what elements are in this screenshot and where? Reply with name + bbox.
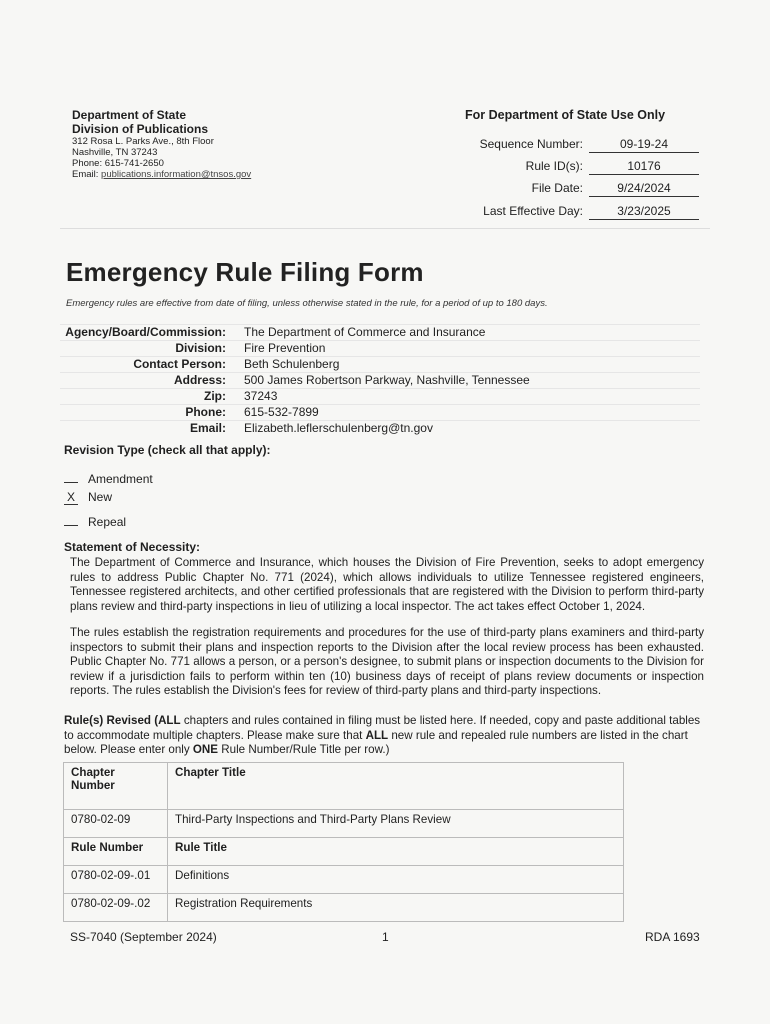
sequence-number-label: Sequence Number:: [479, 137, 583, 151]
division-row: [60, 340, 700, 356]
new-option[interactable]: [64, 490, 112, 505]
contact-label: Contact Person:: [133, 357, 226, 371]
footer-page-number: 1: [382, 930, 389, 944]
phone-line: Phone: 615-741-2650: [72, 158, 164, 169]
new-checkbox[interactable]: X: [64, 491, 78, 505]
rule-id-value: 10176: [589, 159, 699, 175]
phone-label: Phone:: [185, 405, 226, 419]
division-label: Division:: [175, 341, 226, 355]
last-effective-day-row: [440, 204, 700, 222]
rule-id-label: Rule ID(s):: [525, 159, 583, 173]
amendment-checkbox[interactable]: [64, 469, 78, 483]
address-row: [60, 372, 700, 388]
agency-value: The Department of Commerce and Insurance: [244, 325, 486, 339]
zip-row: [60, 388, 700, 404]
rule-id-row: [440, 159, 700, 177]
rule-number-cell: 0780-02-09-.01: [64, 866, 168, 894]
rules-revised-all: ALL: [365, 728, 389, 742]
revision-type-title: Revision Type (check all that apply):: [64, 443, 271, 457]
table-row: [64, 810, 624, 838]
repeal-option[interactable]: [64, 512, 126, 529]
use-only-title: For Department of State Use Only: [465, 108, 666, 122]
sequence-number-value: 09-19-24: [589, 137, 699, 153]
agency-row: [60, 324, 700, 340]
phone-value: 615-532-7899: [244, 405, 319, 419]
address-line-1: 312 Rosa L. Parks Ave., 8th Floor: [72, 136, 214, 147]
email-label: Email:: [189, 421, 226, 435]
file-date-value: 9/24/2024: [589, 181, 699, 197]
agency-label: Agency/Board/Commission:: [65, 325, 226, 339]
chapter-number-header: Chapter Number: [64, 763, 168, 810]
necessity-paragraph-2: The rules establish the registration requirements and procedures for the use of third-party plans examiners and third-party inspectors to submit their plans and inspection reports to the Division after the local review process has been exhausted. Public Chapter No. 771 allows a person, or a person's designee, to submit plans or inspection documents to the Division for review if a jurisdiction fails to perform within ten (10) business days of receipt of plans review documents or inspection reports. The rules establish the Division's fees for review of third-party plans and third-party inspections.: [70, 626, 704, 697]
contact-row: [60, 356, 700, 372]
rule-header-row: [64, 838, 624, 866]
rules-revised-instructions: [64, 714, 704, 758]
table-row: [64, 894, 624, 922]
header-divider: [60, 228, 710, 229]
chapter-header-row: [64, 763, 624, 810]
sequence-number-row: [440, 137, 700, 155]
rule-number-cell: 0780-02-09-.02: [64, 894, 168, 922]
email-link[interactable]: publications.information@tnsos.gov: [101, 169, 252, 180]
email-label: Email:: [72, 169, 102, 180]
rules-revised-text-1: chapters and rules contained in filing must be listed here. If needed, copy and paste additional tables to accommodate multiple chapters. Please make sure that: [64, 714, 701, 742]
department-name: Department of State: [72, 108, 187, 122]
email-line: [72, 169, 251, 180]
rules-revised-text-2: new rule and repealed rule numbers are listed in the chart below. Please enter only: [64, 728, 688, 756]
address-value: 500 James Robertson Parkway, Nashville, Tennessee: [244, 373, 530, 387]
file-date-label: File Date:: [531, 181, 583, 195]
contact-value: Beth Schulenberg: [244, 357, 340, 371]
agency-info: [60, 324, 700, 436]
rule-title-cell: Registration Requirements: [168, 894, 624, 922]
rules-table: [63, 762, 624, 922]
division-value: Fire Prevention: [244, 341, 326, 355]
necessity-paragraph-1: The Department of Commerce and Insurance, which houses the Division of Fire Prevention, seeks to adopt emergency rules to address Public Chapter No. 771 (2024), which allows individuals to utilize Tennessee registered engineers, Tennessee registered architects, and other certified professionals that are registered with the Division to perform third-party plans review and third-party inspections in lieu of utilizing a local inspector. The act takes effect October 1, 2024.: [70, 556, 704, 613]
amendment-option[interactable]: [64, 469, 153, 486]
repeal-checkbox[interactable]: [64, 512, 78, 526]
chapter-number-cell: 0780-02-09: [64, 810, 168, 838]
division-name: Division of Publications: [72, 122, 209, 136]
rules-revised-one: ONE: [192, 743, 219, 756]
phone-row: [60, 404, 700, 420]
necessity-title: Statement of Necessity:: [64, 540, 201, 554]
repeal-label: Repeal: [88, 515, 127, 529]
department-block: [72, 108, 251, 180]
rule-title-header: Rule Title: [168, 838, 624, 866]
zip-label: Zip:: [204, 389, 226, 403]
footer-form-number: SS-7040 (September 2024): [70, 930, 217, 944]
table-row: [64, 866, 624, 894]
email-value[interactable]: Elizabeth.leflerschulenberg@tn.gov: [244, 421, 433, 435]
chapter-title-cell: Third-Party Inspections and Third-Party Plans Review: [168, 810, 624, 838]
rule-title-cell: Definitions: [168, 866, 624, 894]
page-subtitle: Emergency rules are effective from date of filing, unless otherwise stated in the rule, for a period of up to 180 days.: [66, 298, 548, 309]
address-label: Address:: [173, 373, 226, 387]
new-label: New: [88, 490, 113, 504]
zip-value: 37243: [244, 389, 278, 403]
chapter-title-header: Chapter Title: [168, 763, 624, 810]
last-effective-day-value: 3/23/2025: [589, 204, 699, 220]
rule-number-header: Rule Number: [64, 838, 168, 866]
footer-rda: RDA 1693: [645, 930, 700, 944]
address-line-2: Nashville, TN 37243: [72, 147, 158, 158]
email-row: [60, 420, 700, 436]
rules-revised-lead: Rule(s) Revised (ALL: [64, 714, 181, 727]
last-effective-day-label: Last Effective Day:: [483, 204, 583, 218]
amendment-label: Amendment: [88, 472, 153, 486]
file-date-row: [440, 181, 700, 199]
rules-revised-text-3: Rule Number/Rule Title per row.): [218, 743, 390, 756]
page-title: Emergency Rule Filing Form: [66, 257, 424, 287]
